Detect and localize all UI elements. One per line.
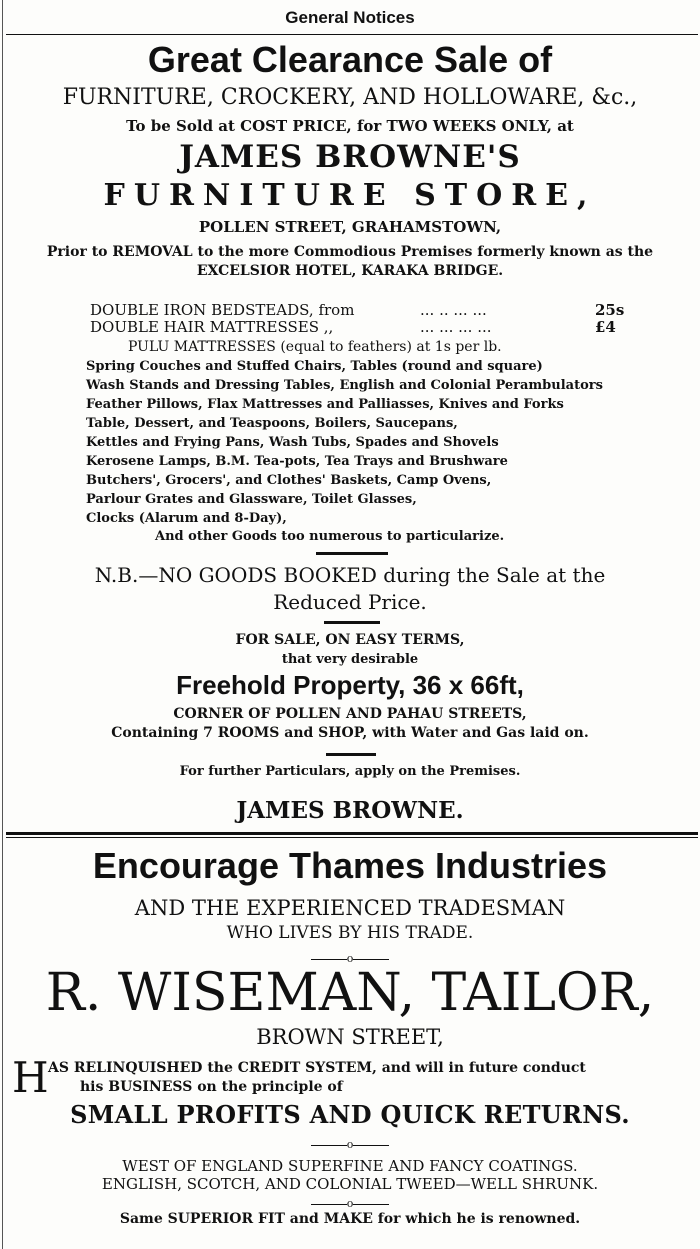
separator-dash <box>326 753 376 756</box>
mattresses-line <box>90 318 616 336</box>
list-item: Butchers', Grocers', and Clothes' Baskets, Camp Ovens, <box>86 473 492 488</box>
clearance-headline: Great Clearance Sale of <box>147 39 553 80</box>
tailor-line-3: WHO LIVES BY HIS TRADE. <box>226 923 474 943</box>
list-item: Parlour Grates and Glassware, Toilet Glasses, <box>86 492 417 507</box>
list-item: Clocks (Alarum and 8-Day), <box>86 511 287 526</box>
list-item: Table, Dessert, and Teaspoons, Boilers, Saucepans, <box>86 416 458 431</box>
store-address: POLLEN STREET, GRAHAMSTOWN, <box>198 218 502 236</box>
tailor-street: BROWN STREET, <box>256 1025 444 1049</box>
nb-line-1: N.B.—NO GOODS BOOKED during the Sale at the <box>94 563 606 587</box>
bedsteads-line <box>90 301 625 319</box>
tailor-name: R. WISEMAN, TAILOR, <box>45 963 655 1023</box>
bedsteads-leader: ... .. ... ... <box>420 301 487 319</box>
removal-line-1: Prior to REMOVAL to the more Commodious Premises formerly known as the <box>46 244 654 260</box>
store-owner: JAMES BROWNE'S <box>179 139 521 175</box>
list-item: Kettles and Frying Pans, Wash Tubs, Spades and Shovels <box>86 435 499 450</box>
ad-divider-thick <box>6 832 698 835</box>
drop-cap: H <box>12 1053 49 1102</box>
pulu-line: PULU MATTRESSES (equal to feathers) at 1s per lb. <box>128 339 502 355</box>
ad-divider-thin <box>6 837 698 838</box>
ornament-rule <box>0 1198 700 1209</box>
store-name: FURNITURE STORE, <box>103 178 597 213</box>
mattresses-price: £4 <box>595 318 616 336</box>
property-line: Freehold Property, 36 x 66ft, <box>176 670 524 700</box>
goods-line: FURNITURE, CROCKERY, AND HOLLOWARE, &c., <box>62 85 638 110</box>
list-item: Kerosene Lamps, B.M. Tea-pots, Tea Trays and Brushware <box>86 454 508 469</box>
header-rule <box>6 34 698 35</box>
coatings-line: WEST OF ENGLAND SUPERFINE AND FANCY COATINGS. <box>122 1157 578 1175</box>
ornament-circle: o <box>346 1138 354 1151</box>
terms-line: To be Sold at COST PRICE, for TWO WEEKS ONLY, at <box>126 117 574 135</box>
particulars-line: For further Particulars, apply on the Premises. <box>179 764 521 779</box>
mattresses-label: DOUBLE HAIR MATTRESSES ,, <box>90 318 334 336</box>
tailor-body-1: AS RELINQUISHED the CREDIT SYSTEM, and will in future conduct <box>48 1060 586 1076</box>
tailor-headline: Encourage Thames Industries <box>92 845 608 886</box>
tailor-line-2: AND THE EXPERIENCED TRADESMAN <box>134 896 566 920</box>
separator-dash <box>316 552 388 555</box>
ad-signature: JAMES BROWNE. <box>236 797 464 824</box>
nb-line-2: Reduced Price. <box>273 590 427 614</box>
list-item: Wash Stands and Dressing Tables, English and Colonial Perambulators <box>86 378 603 393</box>
mattresses-leader: ... ... ... ... <box>420 318 492 336</box>
list-item: Spring Couches and Stuffed Chairs, Tables (round and square) <box>86 359 543 374</box>
section-title: General Notices <box>285 8 415 27</box>
bedsteads-price: 25s <box>595 301 625 319</box>
rooms-line: Containing 7 ROOMS and SHOP, with Water and Gas laid on. <box>111 725 589 741</box>
corner-line: CORNER OF POLLEN AND PAHAU STREETS, <box>173 706 527 722</box>
other-goods-line: And other Goods too numerous to particularize. <box>155 529 505 544</box>
removal-line-2: EXCELSIOR HOTEL, KARAKA BRIDGE. <box>196 263 504 279</box>
fit-line: Same SUPERIOR FIT and MAKE for which he is renowned. <box>119 1211 581 1227</box>
tweeds-line: ENGLISH, SCOTCH, AND COLONIAL TWEED—WELL SHRUNK. <box>101 1175 599 1193</box>
tailor-motto: SMALL PROFITS AND QUICK RETURNS. <box>70 1100 630 1129</box>
for-sale-line: FOR SALE, ON EASY TERMS, <box>235 632 465 648</box>
list-item: Feather Pillows, Flax Mattresses and Palliasses, Knives and Forks <box>86 397 564 412</box>
ornament-circle: o <box>346 1197 354 1210</box>
ornament-circle: o <box>346 952 354 965</box>
bedsteads-label: DOUBLE IRON BEDSTEADS, from <box>90 301 355 319</box>
separator-dash <box>324 621 380 624</box>
tailor-body-2: his BUSINESS on the principle of <box>80 1079 343 1095</box>
ornament-rule <box>0 1139 700 1150</box>
desirable-line: that very desirable <box>281 652 419 667</box>
